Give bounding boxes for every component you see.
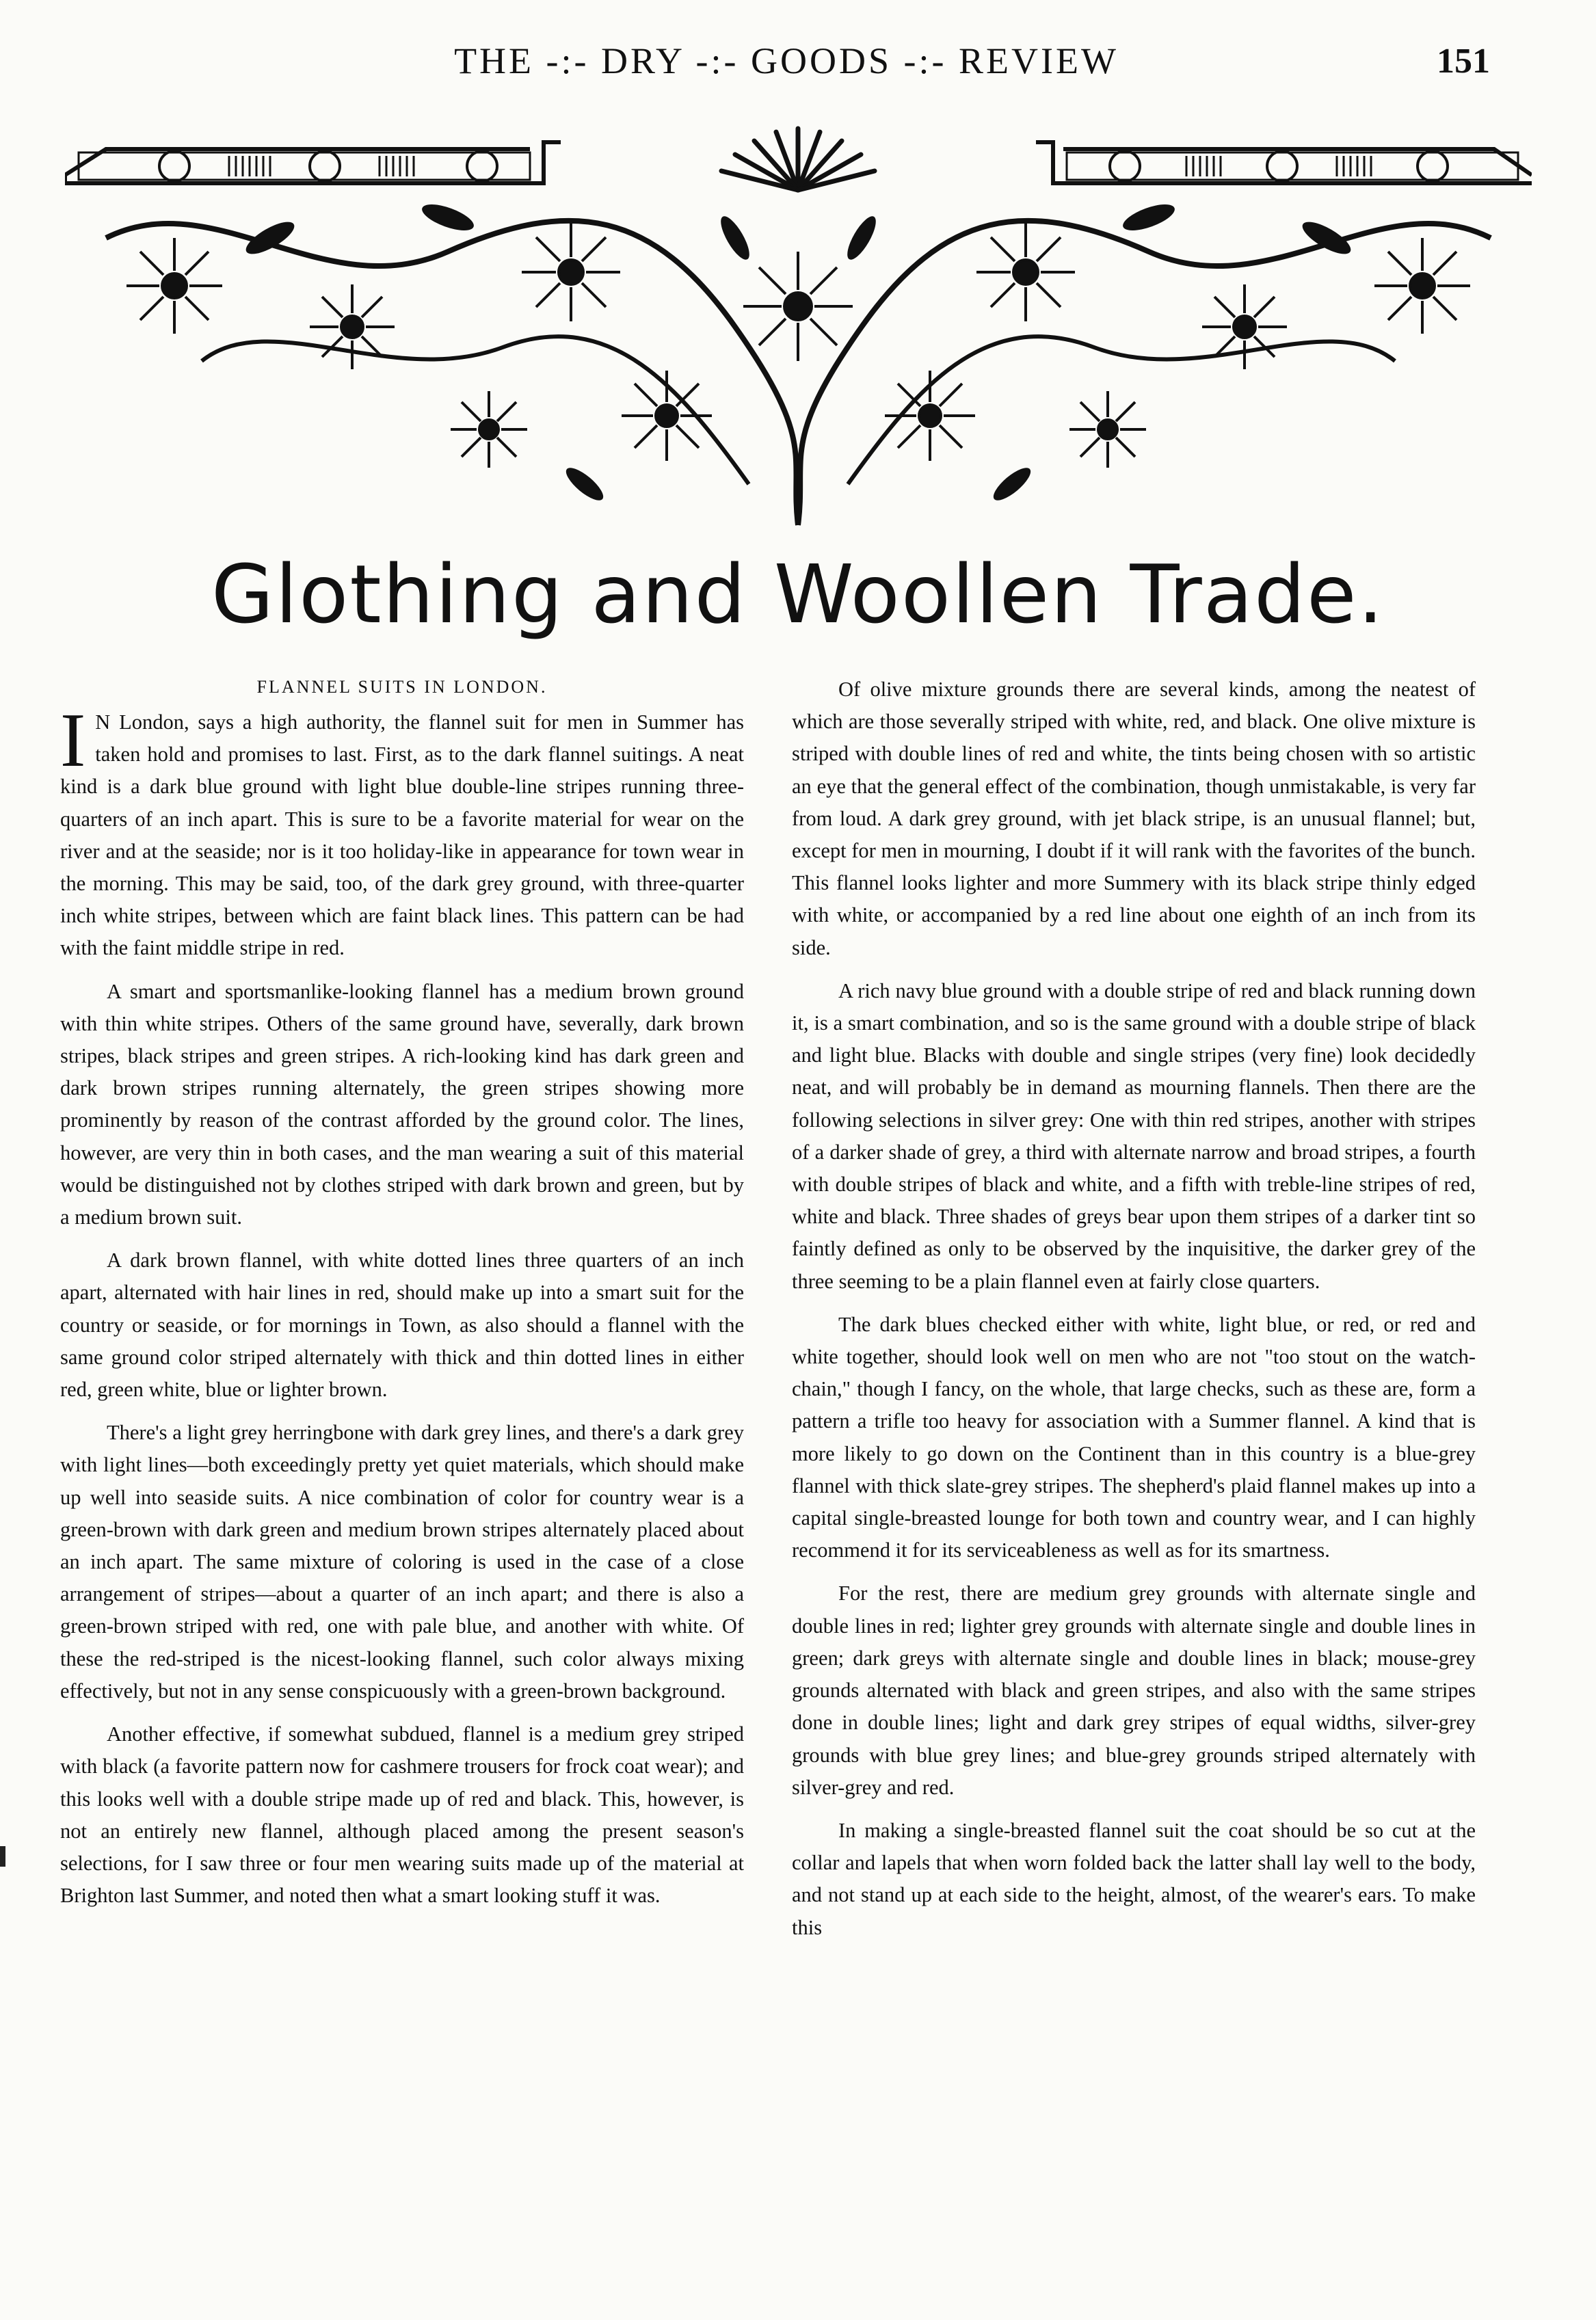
right-column [792,674,1476,1955]
article-title: Glothing and Woollen Trade. [211,547,1385,641]
article-paragraph: A rich navy blue ground with a double stripe of red and black running down it, is a smart combination, and so is the same ground with a double stripe of black and light blue. Blacks with double and single stripes (very fine) look decidedly neat, and will probably be in demand as mourning flannels. Then there are the following selections in silver grey: One with thin red stripes, another with stripes of a darker shade of grey, a third with alternate narrow and broad stripes, a fourth with double stripes of black and white, and a fifth with treble-line stripes of red, white and black. Three shades of greys bear upon them stripes of a darker tint so faintly defined as only to be observed by the inquisitive, the darker grey of the three seeming to be a plain flannel even at fairly close quarters. [792,978,1476,1293]
article-paragraph: A dark brown flannel, with white dotted lines three quarters of an inch apart, alternated with hair lines in red, should make up into a smart suit for the country or seaside, or for mornings in Town, as also should a flannel with the same ground color striped alternately with thick and thin dotted lines in either red, green white, blue or lighter brown. [60,1249,744,1402]
drop-cap: I [60,698,86,783]
section-heading: FLANNEL SUITS IN LONDON. [256,677,548,697]
left-column [60,674,744,1923]
article-paragraph: There's a light grey herringbone with dark grey lines, and there's a dark grey with light lines—both exceedingly pretty yet quiet materials, which should make up well into seaside suits. A nice combination of color for country wear is a green-brown with dark green and medium brown stripes alternately placed about an inch apart. The same mixture of coloring is used in the case of a close arrangement of stripes—about a quarter of an inch apart; and there is also a green-brown striped with red, one with pale blue, and another with white. Of these the red-striped is the nicest-looking flannel, such color always mixing effectively, but not in any sense conspicuously with a green-brown background. [60,1421,744,1703]
floral-banner-icon [65,101,1532,539]
article-paragraph: In making a single-breasted flannel suit the coat should be so cut at the collar and lapels that when worn folded back the latter shall lay well to the body, and not stand up at each side to the height, almost, of the wearer's ears. To make this [792,1818,1476,1939]
page-number: 151 [1437,42,1490,81]
margin-mark [0,1846,5,1867]
paragraph-text: N London, says a high authority, the flannel suit for men in Summer has taken hold and promises to last. First, as to the dark flannel suitings. A neat kind is a dark blue ground with light blue double-line stripes running three-quarters of an inch apart. This is sure to be a favorite material for wear on the river and at the seaside; nor is it too holiday-like in appearance for town wear in the morning. This may be said, too, of the dark grey ground, with three-quarter inch white stripes, between which are faint black lines. This pattern can be had with the faint middle stripe in red. [60,710,744,960]
page-header [0,40,1596,94]
article-paragraph: Another effective, if somewhat subdued, flannel is a medium grey striped with black (a favorite pattern now for cashmere trousers for frock coat wear); and this looks well with a double stripe made up of red and black. This, however, is not an entirely new flannel, although placed among the present season's selections, for I saw three or four men wearing suits made up of the material at Brighton last Summer, and noted then what a smart looking stuff it was. [60,1722,744,1908]
article-paragraph [60,698,744,965]
running-title: THE -:- DRY -:- GOODS -:- REVIEW [454,40,1119,81]
article-paragraph: Of olive mixture grounds there are several kinds, among the neatest of which are those severally striped with white, red, and black. One olive mixture is striped with double lines of red and white, the tints being chosen with so artistic an eye that the general effect of the combination, though unmistakable, is very far from loud. A dark grey ground, with jet black stripe, is an unusual flannel; but, except for men in mourning, I doubt if it will rank with the favorites of the bunch. This flannel looks lighter and more Summery with its black stripe thinly edged with white, or accompanied by a red line about one eighth of an inch from its side. [792,678,1476,959]
article-paragraph: For the rest, there are medium grey grounds with alternate single and double lines in red; lighter grey grounds with alternate single and double lines in green; dark greys with alternate single and double lines in black; mouse-grey grounds alternated with black and green stripes, and also with the same stripes done in double lines; light and dark grey stripes of equal widths, silver-grey grounds with blue grey lines; and blue-grey grounds striped alternately with silver-grey and red. [792,1582,1476,1799]
article-paragraph: A smart and sportsmanlike-looking flannel has a medium brown ground with thin white stripes. Others of the same ground have, severally, dark brown stripes, black stripes and green stripes. A rich-looking kind has dark green and dark brown stripes running alternately, the green stripes showing more prominently by reason of the contrast afforded by the ground color. The lines, however, are very thin in both cases, and the man wearing a suit of this material would be distinguished not by clothes striped with dark brown and green, but by a medium brown suit. [60,979,744,1229]
article-paragraph: The dark blues checked either with white, light blue, or red, or red and white together, should look well on men who are not "too stout on the watch-chain," though I fancy, on the whole, that large checks, such as these are, form a pattern a trifle too heavy for association with a Summer flannel. A kind that is more likely to go down on the Continent than in this country is a blue-grey flannel with thick slate-grey stripes. The shepherd's plaid flannel makes up into a capital single-breasted lounge for both town and country wear, and I can highly recommend it for its serviceableness as well as for its smartness. [792,1312,1476,1562]
